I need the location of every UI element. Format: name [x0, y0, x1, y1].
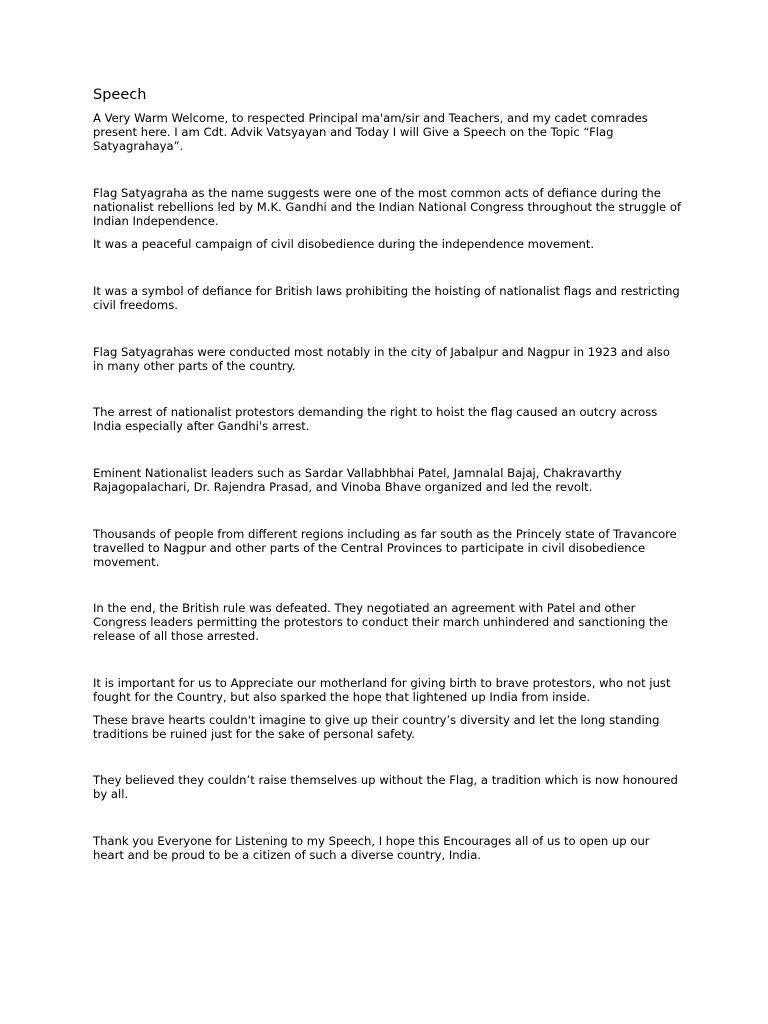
paragraph-appreciate-motherland: It is important for us to Appreciate our motherland for giving birth to brave protestors, who not just fought for the Country, but also sparked the hope that lightened up India from inside.	[93, 676, 671, 704]
paragraph-peaceful-campaign: It was a peaceful campaign of civil disobedience during the independence movement.	[93, 237, 595, 251]
paragraph-arrest-outcry: The arrest of nationalist protestors demanding the right to hoist the flag caused an outcry across India especially after Gandhi's arrest.	[93, 405, 658, 433]
document-title: Speech	[93, 87, 147, 103]
paragraph-symbol-of-defiance: It was a symbol of defiance for British laws prohibiting the hoisting of nationalist flags and restricting civil freedoms.	[93, 284, 680, 312]
paragraph-thousands-of-people: Thousands of people from different regions including as far south as the Princely state of Travancore travelled to Nagpur and other parts of the Central Provinces to participate in civil disobedience movement.	[93, 527, 677, 569]
paragraph-welcome: A Very Warm Welcome, to respected Principal ma'am/sir and Teachers, and my cadet comrades present here. I am Cdt. Advik Vatsyayan and Today I will Give a Speech on the Topic “Flag Satyagrahaya”.	[93, 111, 648, 153]
paragraph-jabalpur-nagpur: Flag Satyagrahas were conducted most notably in the city of Jabalpur and Nagpur in 1923 and also in many other parts of the country.	[93, 345, 670, 373]
paragraph-flag-satyagraha-intro: Flag Satyagraha as the name suggests were one of the most common acts of defiance during the nationalist rebellions led by M.K. Gandhi and the Indian National Congress throughout the struggle of Indian Independence.	[93, 186, 682, 228]
paragraph-eminent-leaders: Eminent Nationalist leaders such as Sardar Vallabhbhai Patel, Jamnalal Bajaj, Chakravarthy Rajagopalachari, Dr. Rajendra Prasad, and Vinoba Bhave organized and led the revolt.	[93, 466, 622, 494]
paragraph-british-defeated: In the end, the British rule was defeated. They negotiated an agreement with Patel and other Congress leaders permitting the protestors to conduct their march unhindered and sanctioning the release of all those arrested.	[93, 601, 669, 643]
paragraph-brave-hearts: These brave hearts couldn't imagine to give up their country’s diversity and let the long standing traditions be ruined just for the sake of personal safety.	[93, 713, 660, 741]
paragraph-flag-tradition: They believed they couldn’t raise themselves up without the Flag, a tradition which is now honoured by all.	[93, 773, 678, 801]
paragraph-thank-you: Thank you Everyone for Listening to my Speech, I hope this Encourages all of us to open up our heart and be proud to be a citizen of such a diverse country, India.	[93, 834, 650, 862]
